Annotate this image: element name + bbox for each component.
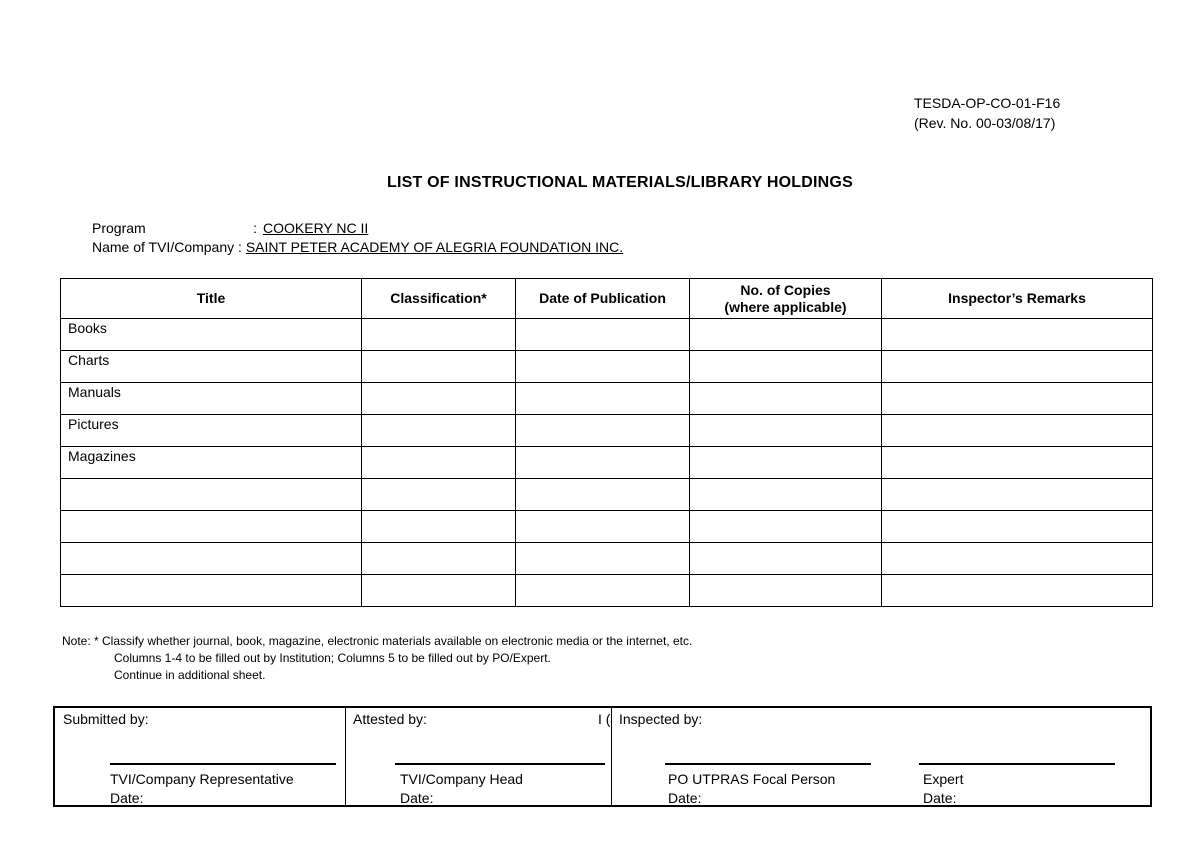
table-row [61,543,1153,575]
signature-line[interactable] [110,763,336,765]
signature-line[interactable] [919,763,1115,765]
cell[interactable] [516,543,690,575]
row-title-cell[interactable]: Charts [61,351,362,383]
signature-line[interactable] [665,763,871,765]
separator-marks: I ( [598,711,611,727]
cell[interactable] [516,511,690,543]
cell[interactable] [362,383,516,415]
cell[interactable] [690,511,882,543]
note-block [62,633,692,684]
program-row [92,219,623,238]
table-row [61,511,1153,543]
tvi-representative-block: TVI/Company Representative Date: [110,771,294,806]
row-title-cell[interactable]: Manuals [61,383,362,415]
cell[interactable] [882,575,1153,607]
attested-by-label: Attested by: [353,711,427,727]
table-row [61,479,1153,511]
table-row [61,351,1153,383]
expert-block: Expert Date: [923,771,964,806]
col-classification-header: Classification* [362,279,516,319]
cell[interactable] [690,415,882,447]
cell[interactable] [882,447,1153,479]
cell[interactable] [362,479,516,511]
divider [345,708,346,805]
cell[interactable] [362,543,516,575]
cell[interactable] [516,351,690,383]
program-value: COOKERY NC II [263,220,369,236]
cell[interactable] [690,383,882,415]
cell[interactable] [690,319,882,351]
cell[interactable] [516,319,690,351]
row-title-cell[interactable] [61,479,362,511]
program-label: Program : [92,220,257,236]
cell[interactable] [690,479,882,511]
company-row [92,238,623,257]
table-header-row [61,279,1153,319]
document-code-block [914,93,1060,133]
cell[interactable] [882,415,1153,447]
cell[interactable] [516,575,690,607]
document-code: TESDA-OP-CO-01-F16 [914,95,1061,111]
submitted-by-label: Submitted by: [63,711,149,727]
holdings-table [60,278,1153,607]
row-title-cell[interactable] [61,511,362,543]
inspected-by-label: Inspected by: [619,711,703,727]
cell[interactable] [882,319,1153,351]
col-title-header: Title [61,279,362,319]
cell[interactable] [882,383,1153,415]
page-title: LIST OF INSTRUCTIONAL MATERIALS/LIBRARY HOLDINGS [387,174,853,191]
company-label: Name of TVI/Company : [92,239,242,255]
signature-box [53,706,1152,807]
cell[interactable] [516,383,690,415]
note-line-3: Continue in additional sheet. [114,668,266,682]
row-title-cell[interactable]: Books [61,319,362,351]
cell[interactable] [882,351,1153,383]
form-meta [92,219,623,257]
cell[interactable] [362,575,516,607]
table-row [61,415,1153,447]
table-row [61,447,1153,479]
cell[interactable] [882,511,1153,543]
tvi-head-block: TVI/Company Head Date: [400,771,523,806]
cell[interactable] [690,543,882,575]
row-title-cell[interactable]: Pictures [61,415,362,447]
row-title-cell[interactable]: Magazines [61,447,362,479]
cell[interactable] [362,511,516,543]
po-focal-block: PO UTPRAS Focal Person Date: [668,771,836,806]
table-row [61,575,1153,607]
note-line-2: Columns 1-4 to be filled out by Institution; Columns 5 to be filled out by PO/Expert. [114,651,551,665]
divider [611,708,612,805]
cell[interactable] [516,479,690,511]
cell[interactable] [362,351,516,383]
row-title-cell[interactable] [61,543,362,575]
cell[interactable] [690,351,882,383]
cell[interactable] [362,319,516,351]
cell[interactable] [516,415,690,447]
cell[interactable] [690,575,882,607]
table-row [61,383,1153,415]
cell[interactable] [882,543,1153,575]
cell[interactable] [516,447,690,479]
table-row [61,319,1153,351]
signature-line[interactable] [395,763,605,765]
col-remarks-header: Inspector’s Remarks [882,279,1153,319]
col-copies-header: No. of Copies (where applicable) [690,279,882,319]
cell[interactable] [362,447,516,479]
company-value: SAINT PETER ACADEMY OF ALEGRIA FOUNDATION INC. [245,239,624,255]
note-line-1: Note: * Classify whether journal, book, magazine, electronic materials available on electronic media or the internet, etc. [62,634,693,648]
cell[interactable] [362,415,516,447]
col-date-header: Date of Publication [516,279,690,319]
revision-number: (Rev. No. 00-03/08/17) [914,115,1056,131]
cell[interactable] [882,479,1153,511]
cell[interactable] [690,447,882,479]
row-title-cell[interactable] [61,575,362,607]
